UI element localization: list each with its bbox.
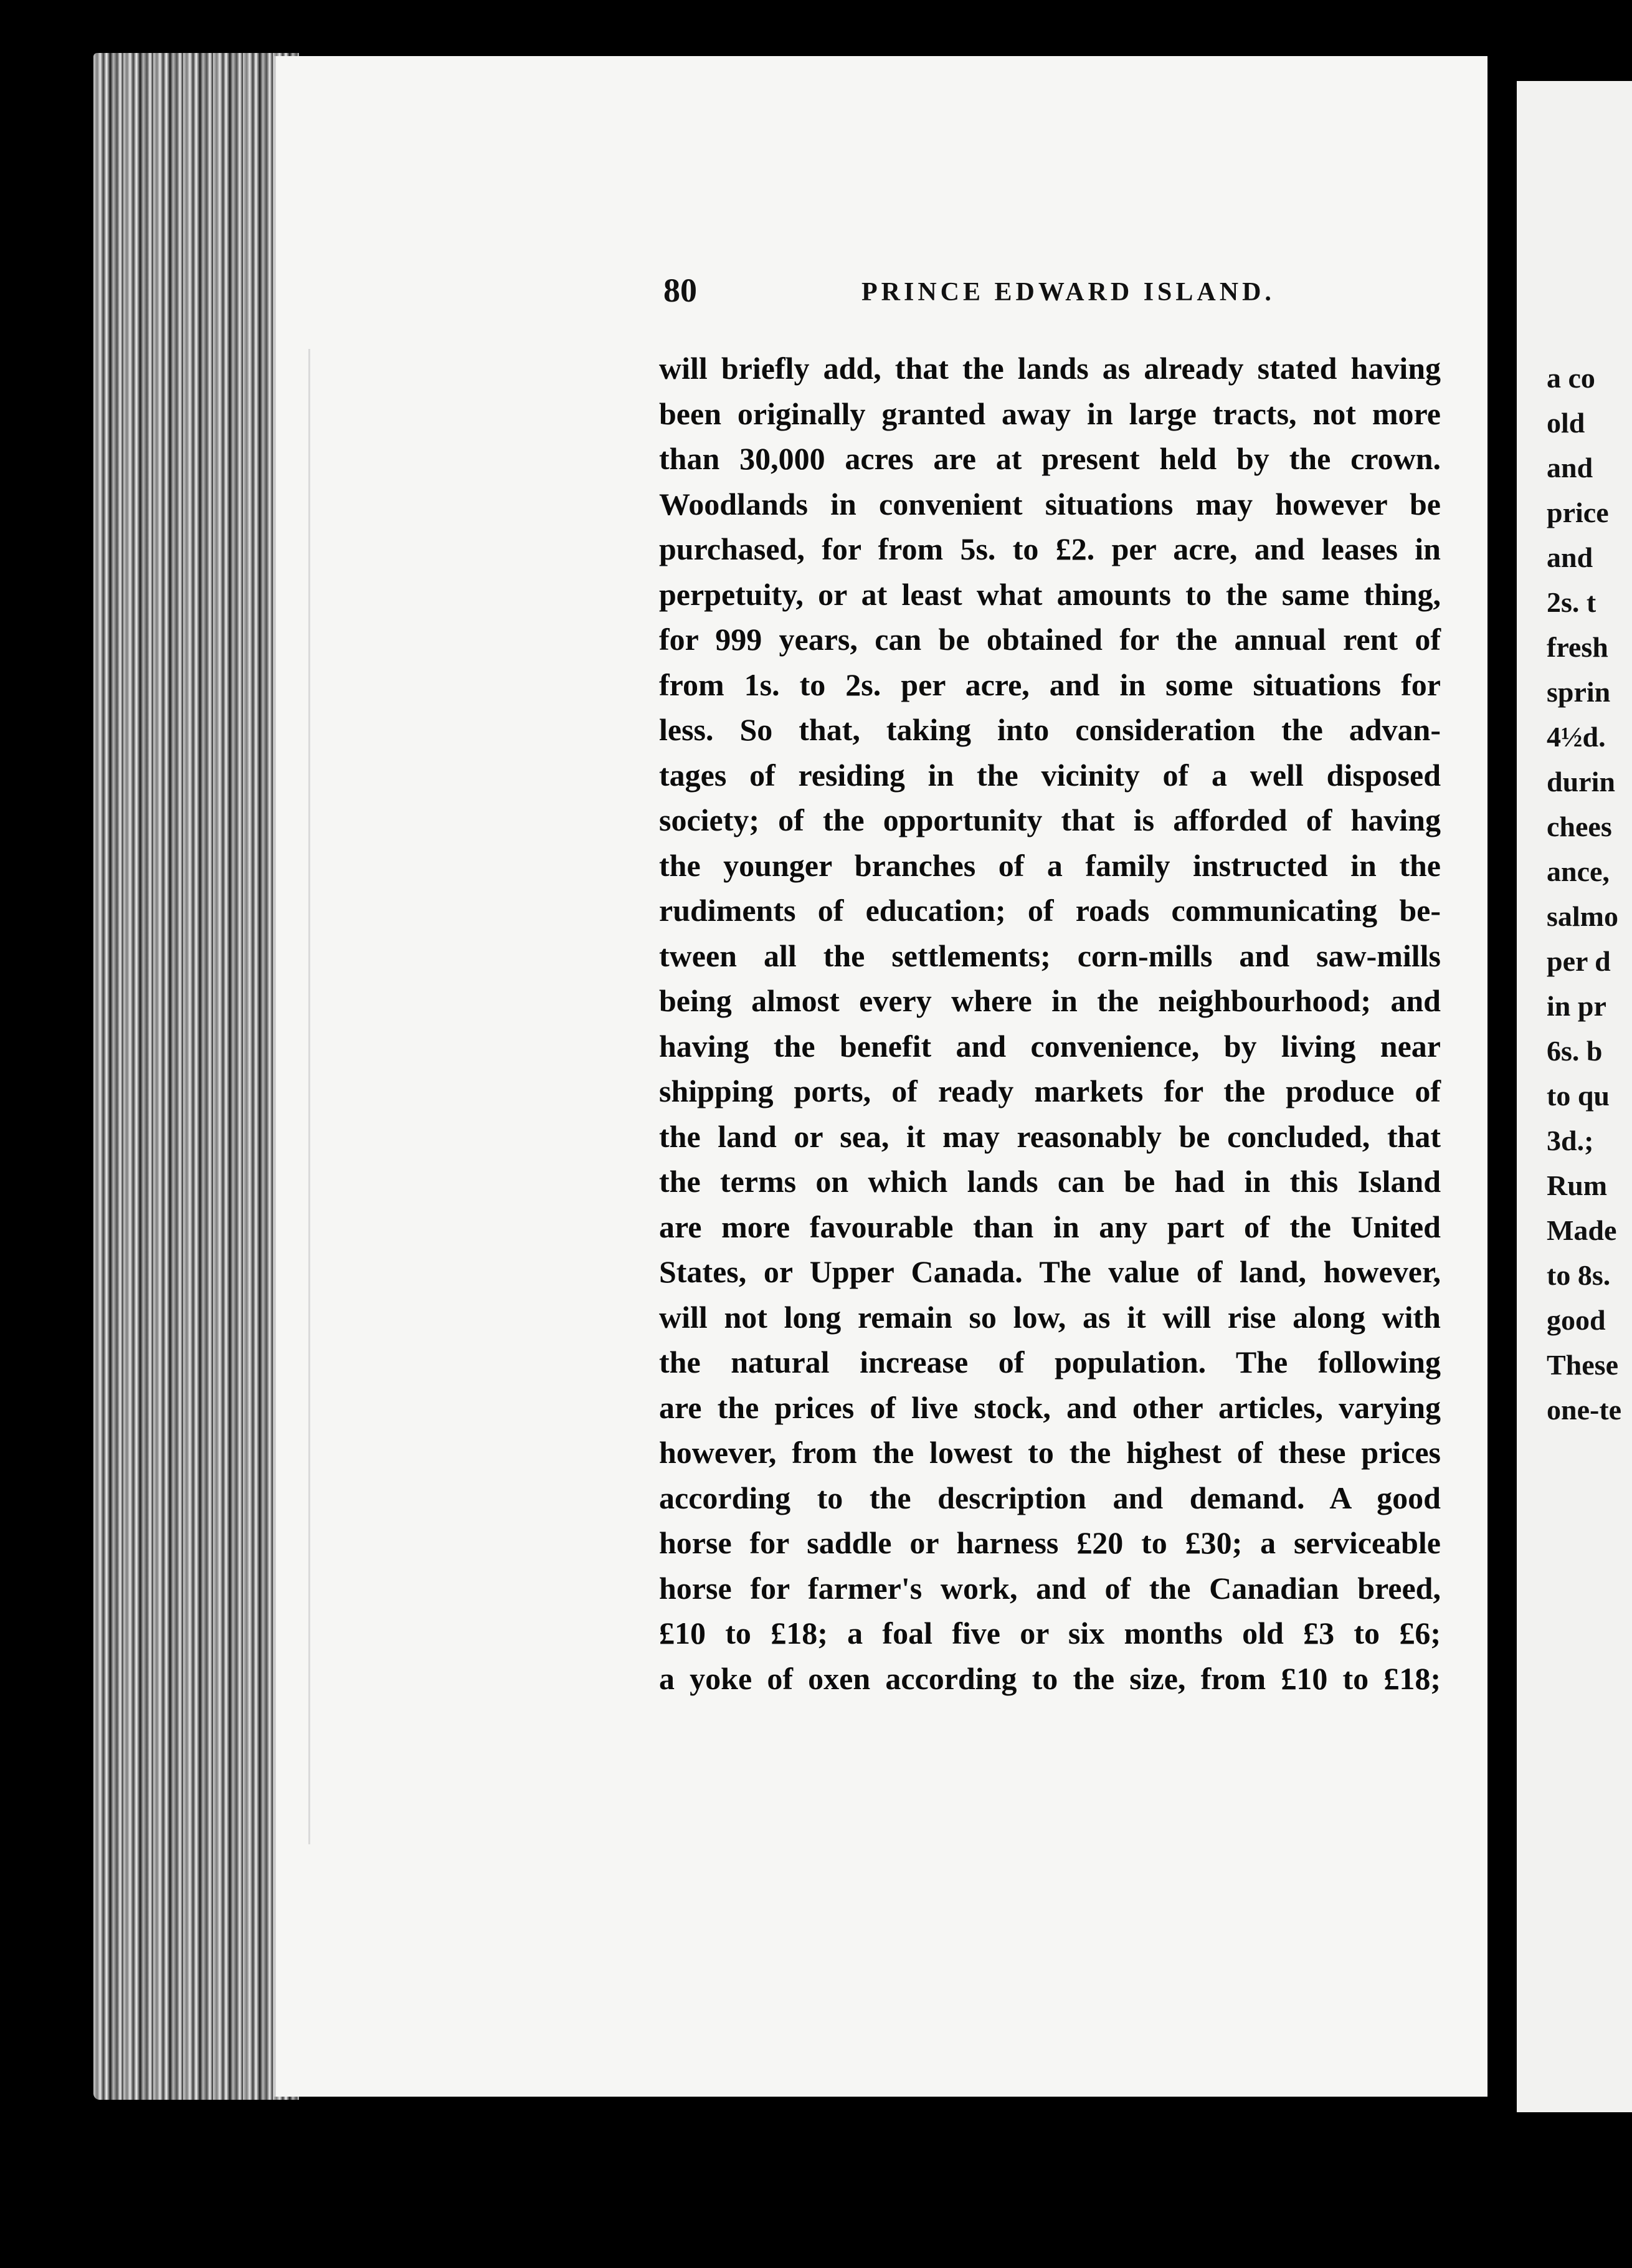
facing-line: Made — [1547, 1214, 1617, 1246]
facing-line: sprin — [1547, 676, 1611, 708]
facing-line: and — [1547, 541, 1593, 573]
text-line: perpetuity, or at least what amounts to the same thing, — [659, 576, 1441, 612]
facing-line: ance, — [1547, 855, 1610, 887]
body-text — [659, 346, 1441, 1701]
facing-line: Rum — [1547, 1170, 1608, 1201]
facing-line: and — [1547, 452, 1593, 484]
facing-line: price — [1547, 497, 1609, 528]
text-line: £10 to £18; a foal five or six months old £3 to £6; — [659, 1616, 1441, 1651]
running-title: PRINCE EDWARD ISLAND. — [861, 278, 1275, 307]
facing-line: to 8s. — [1547, 1259, 1611, 1291]
facing-line: in pr — [1547, 990, 1606, 1022]
facing-line: a co — [1547, 362, 1595, 394]
facing-page-fragment — [1517, 81, 1632, 2112]
text-line: however, from the lowest to the highest of these prices — [659, 1435, 1441, 1470]
text-line: being almost every where in the neighbourhood; and — [659, 983, 1441, 1018]
text-line: been originally granted away in large tracts, not more — [659, 396, 1441, 431]
text-line: horse for farmer's work, and of the Canadian breed, — [659, 1570, 1441, 1606]
facing-line: old — [1547, 407, 1585, 439]
facing-line: per d — [1547, 945, 1611, 977]
text-line: having the benefit and convenience, by living near — [659, 1028, 1441, 1064]
facing-line: salmo — [1547, 900, 1618, 932]
text-line: will not long remain so low, as it will rise along with — [659, 1299, 1441, 1335]
facing-line: fresh — [1547, 631, 1608, 663]
text-line: rudiments of education; of roads communicating be- — [659, 893, 1441, 928]
text-line: for 999 years, can be obtained for the annual rent of — [659, 622, 1441, 657]
facing-line: to qu — [1547, 1080, 1610, 1112]
facing-line: 2s. t — [1547, 586, 1596, 618]
text-line: are the prices of live stock, and other articles, varying — [659, 1389, 1441, 1425]
facing-line: good — [1547, 1304, 1606, 1336]
facing-line: 4½d. — [1547, 721, 1606, 753]
facing-line: These — [1547, 1349, 1618, 1381]
facing-line: 6s. b — [1547, 1035, 1603, 1067]
text-line: the natural increase of population. The following — [659, 1345, 1441, 1379]
facing-line: one-te — [1547, 1394, 1622, 1426]
text-line: the terms on which lands can be had in this Island — [659, 1164, 1441, 1199]
text-line: horse for saddle or harness £20 to £30; a serviceable — [659, 1525, 1441, 1560]
text-line: according to the description and demand. A good — [659, 1480, 1441, 1515]
page-header — [663, 271, 1442, 321]
page-number: 80 — [663, 272, 697, 309]
text-line: will briefly add, that the lands as already stated having — [659, 351, 1441, 386]
facing-line: durin — [1547, 766, 1615, 798]
text-line: tween all the settlements; corn-mills and saw-mills — [659, 938, 1441, 973]
page-gutter — [308, 349, 310, 1844]
text-line: purchased, for from 5s. to £2. per acre, and leases in — [659, 531, 1441, 566]
text-line: than 30,000 acres are at present held by the crown. — [659, 441, 1441, 476]
book-page-edges — [93, 53, 299, 2100]
text-line: a yoke of oxen according to the size, from £10 to £18; — [659, 1660, 1441, 1696]
text-line: are more favourable than in any part of the United — [659, 1209, 1441, 1244]
facing-line: 3d.; — [1547, 1125, 1594, 1156]
text-line: less. So that, taking into consideration the advan- — [659, 712, 1441, 747]
text-line: society; of the opportunity that is afforded of having — [659, 803, 1441, 837]
text-line: States, or Upper Canada. The value of land, however, — [659, 1254, 1441, 1289]
text-line: the younger branches of a family instructed in the — [659, 847, 1441, 883]
text-line: Woodlands in convenient situations may however be — [659, 486, 1441, 522]
text-line: shipping ports, of ready markets for the produce of — [659, 1074, 1441, 1108]
text-line: from 1s. to 2s. per acre, and in some situations for — [659, 667, 1441, 702]
facing-line: chees — [1547, 811, 1612, 842]
text-line: tages of residing in the vicinity of a well disposed — [659, 757, 1441, 793]
text-line: the land or sea, it may reasonably be concluded, that — [659, 1118, 1441, 1154]
